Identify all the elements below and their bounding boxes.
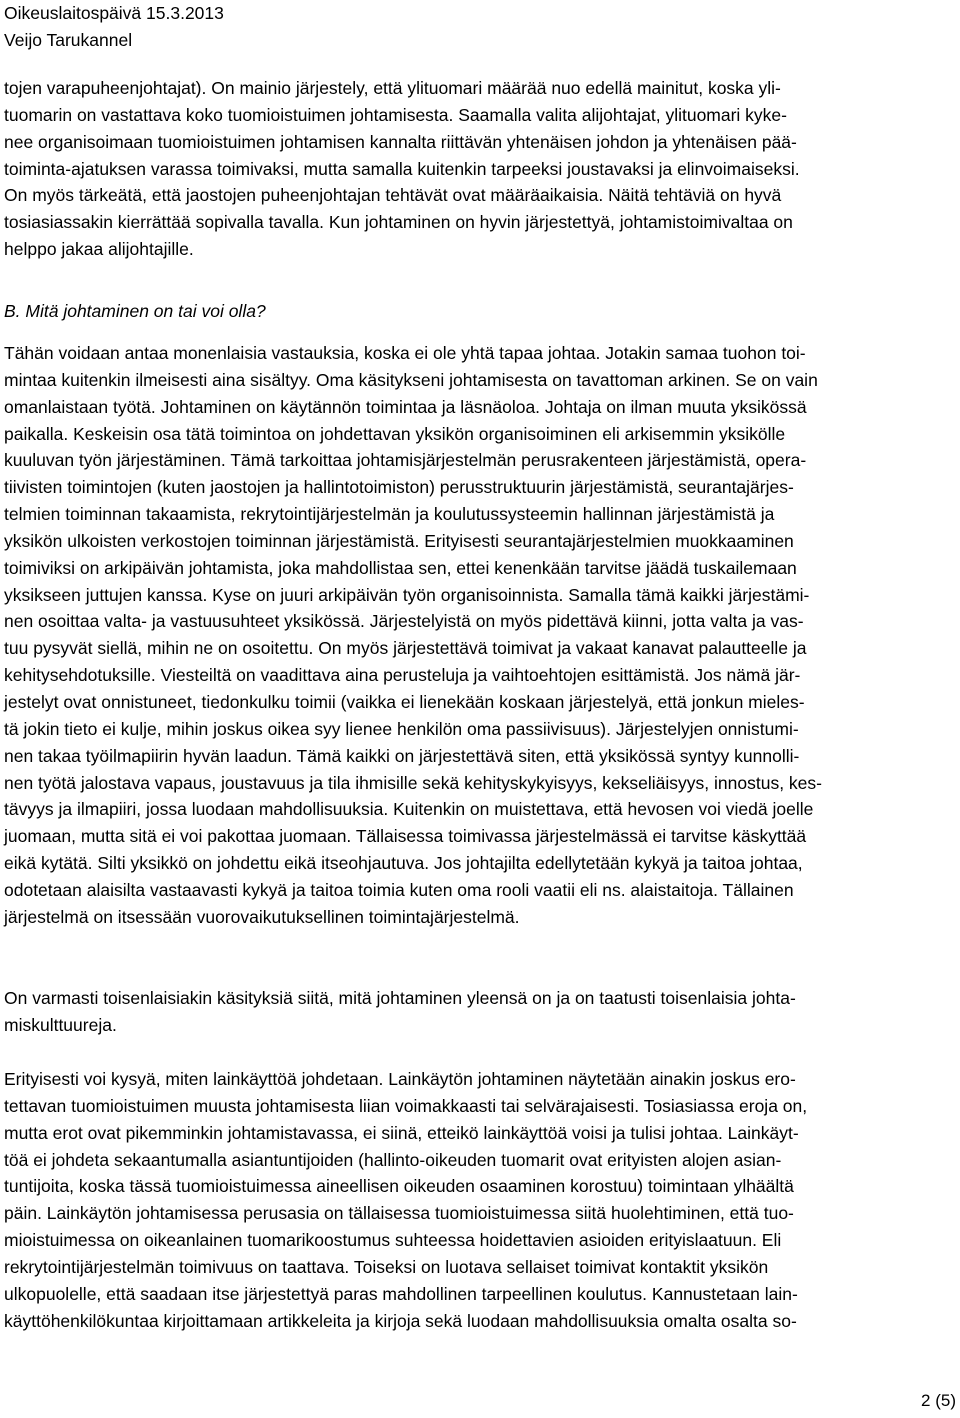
text-line: yksikön ulkoisten verkostojen toiminnan järjestämistä. Erityisesti seurantajärjestelmien muokkaaminen — [4, 530, 794, 551]
text-line: juomaan, mutta sitä ei voi pakottaa juomaan. Tällaisessa toimivassa järjestelmässä ei tarvitse käskyttää — [4, 826, 807, 847]
text-line: käyttöhenkilökuntaa kirjoittamaan artikkeleita ja kirjoja sekä luodaan mahdollisuuksia omalta osalta so- — [4, 1310, 797, 1331]
text-line: nen osoittaa valta- ja vastuusuhteet yksikössä. Järjestelyistä on myös pidettävä kiinni, jotta valta ja vas- — [4, 611, 804, 632]
text-line: paikalla. Keskeisin osa tätä toimintoa on johdettavan yksikön organisoiminen eli arkisemmin yksikölle — [4, 423, 786, 444]
text-line: tuntijoita, koska tässä tuomioistuimessa aineellisen oikeuden osaaminen korostuu) toimintaan ylhäältä — [4, 1176, 794, 1197]
text-line: odotetaan alaisilta vastaavasti kykyä ja taitoa toimia kuten oma rooli vaatii eli ns. alaistaitoja. Tällainen — [4, 879, 794, 900]
paragraph-what-is-leadership — [4, 340, 959, 931]
text-line: tuu pysyvät siellä, mihin ne on osoitettu. On myös järjestettävä toimivat ja vakaat kanavat palautteelle ja — [4, 638, 807, 659]
paragraph-other-views — [4, 985, 959, 1039]
text-line: Erityisesti voi kysyä, miten lainkäyttöä johdetaan. Lainkäytön johtaminen näytetään ainakin joskus ero- — [4, 1069, 796, 1089]
text-line: tojen varapuheenjohtajat). On mainio järjestely, että ylituomari määrää nuo edellä mainitut, koska yli- — [4, 78, 781, 98]
text-line: tiivisten toimintojen (kuten jaostojen ja hallintotoimiston) perusstruktuurin järjestämistä, seurantajärjes- — [4, 477, 794, 498]
text-line: nen työtä jalostava vapaus, joustavuus ja tila ihmisille sekä kehityskykyisyys, kekseliäisyys, innostus, kes- — [4, 772, 822, 793]
page-header — [4, 0, 224, 53]
paragraph-adjudication-leadership — [4, 1066, 959, 1334]
text-line: tävyys ja ilmapiiri, jossa luodaan mahdollisuuksia. Kuitenkin on muistettava, että hevosen voi viedä joelle — [4, 799, 814, 820]
text-line: mioistuimessa on oikeanlainen tuomarikoostumus suhteessa hoidettavien asioiden erityislaatuun. Eli — [4, 1230, 782, 1251]
text-line: tosiasiassakin kierrättää sopivalla tavalla. Kun johtaminen on hyvin järjestettyä, johtamistoimivaltaa on — [4, 212, 793, 233]
text-line: järjestelmä on itsessään vuorovaikutuksellinen toimintajärjestelmä. — [4, 906, 520, 927]
text-line: toiminta-ajatuksen varassa toimivaksi, mutta samalla kuitenkin tarpeeksi joustavaksi ja elinvoimaiseksi. — [4, 158, 800, 179]
text-line: Tähän voidaan antaa monenlaisia vastauksia, koska ei ole yhtä tapaa johtaa. Jotakin samaa tuohon toi- — [4, 343, 806, 363]
text-line: telmien toiminnan takaamista, rekrytointijärjestelmän ja koulutussysteemin hallinnan järjestämistä ja — [4, 504, 775, 525]
text-line: rekrytointijärjestelmän toimivuus on taattava. Toiseksi on luotava sellaiset toimivat kontaktit yksikön — [4, 1256, 769, 1277]
text-line: kuuluvan työn järjestäminen. Tämä tarkoittaa johtamisjärjestelmän perusrakenteen järjestämistä, opera- — [4, 450, 807, 471]
text-line: helppo jakaa alijohtajille. — [4, 239, 194, 260]
text-line: On myös tärkeätä, että jaostojen puheenjohtajan tehtävät ovat määräaikaisia. Näitä tehtäviä on hyvä — [4, 185, 782, 206]
text-line: ulkopuolelle, että saadaan itse järjestettyä paras mahdollinen tarpeellinen koulutus. Kannustetaan lain- — [4, 1283, 798, 1304]
text-line: yksikseen juttujen kanssa. Kyse on juuri arkipäivän työn organisoinnista. Samalla tämä kaikki järjestämi- — [4, 584, 810, 605]
text-line: miskulttuureja. — [4, 1014, 117, 1035]
text-line: omanlaistaan työtä. Johtaminen on käytännön toimintaa ja läsnäoloa. Johtaja on ilman muuta yksikössä — [4, 396, 807, 417]
header-author: Veijo Tarukannel — [4, 29, 133, 50]
text-line: päin. Lainkäytön johtamisessa perusasia on tällaisessa tuomioistuimessa siitä huolehtiminen, että tuo- — [4, 1203, 794, 1224]
text-line: tuomarin on vastattava koko tuomioistuimen johtamisesta. Saamalla valita alijohtajat, ylituomari kyke- — [4, 104, 787, 125]
section-heading-text: B. Mitä johtaminen on tai voi olla? — [4, 301, 266, 321]
text-line: On varmasti toisenlaisiakin käsityksiä siitä, mitä johtaminen yleensä on ja on taatusti toisenlaisia johta- — [4, 988, 796, 1008]
text-line: nee organisoimaan tuomioistuimen johtamisen kannalta riittävän yhtenäisen johdon ja yhtenäisen pää- — [4, 131, 797, 152]
text-line: eikä kytätä. Silti yksikkö on johdettu eikä itseohjautuva. Jos johtajilta edellytetään kykyä ja taitoa johtaa, — [4, 853, 803, 874]
text-line: töä ei johdeta sekaantumalla asiantuntijoiden (hallinto-oikeuden tuomarit ovat erityisten alojen asian- — [4, 1149, 782, 1170]
text-line: tä jokin tieto ei kulje, mihin joskus oikea syy lienee henkilön oma passiivisuus). Järjestelyjen onnistumi- — [4, 718, 799, 739]
text-line: mintaa kuitenkin ilmeisesti aina sisältyy. Oma käsitykseni johtamisesta on tavattoman arkinen. Se on vain — [4, 369, 818, 390]
text-line: toimiviksi on arkipäivän johtamista, joka mahdollistaa sen, ettei kenenkään tarvitse jäädä tuskailemaan — [4, 557, 797, 578]
header-title: Oikeuslaitospäivä 15.3.2013 — [4, 3, 224, 23]
paragraph-leadership-arrangement — [4, 75, 959, 263]
text-line: tettavan tuomioistuimen muusta johtamisesta liian voimakkaasti tai selvärajaisesti. Tosiasiassa eroja on, — [4, 1095, 808, 1116]
section-heading — [4, 298, 959, 325]
page-number: 2 (5) — [921, 1391, 956, 1410]
text-line: kehitysehdotuksille. Viesteiltä on vaadittava aina perusteluja ja vaihtoehtojen esittämistä. Jos nämä jär- — [4, 665, 801, 686]
text-line: mutta erot ovat pikemminkin johtamistavassa, ei siinä, etteikö lainkäyttöä voisi ja tulisi johtaa. Lainkäyt- — [4, 1122, 799, 1143]
text-line: jestelyt ovat onnistuneet, tiedonkulku toimii (vaikka ei lienekään koskaan järjestelyä, että jonkun mieles- — [4, 691, 805, 712]
text-line: nen takaa työilmapiirin hyvän laadun. Tämä kaikki on järjestettävä siten, että yksikössä syntyy kunnolli- — [4, 745, 800, 766]
